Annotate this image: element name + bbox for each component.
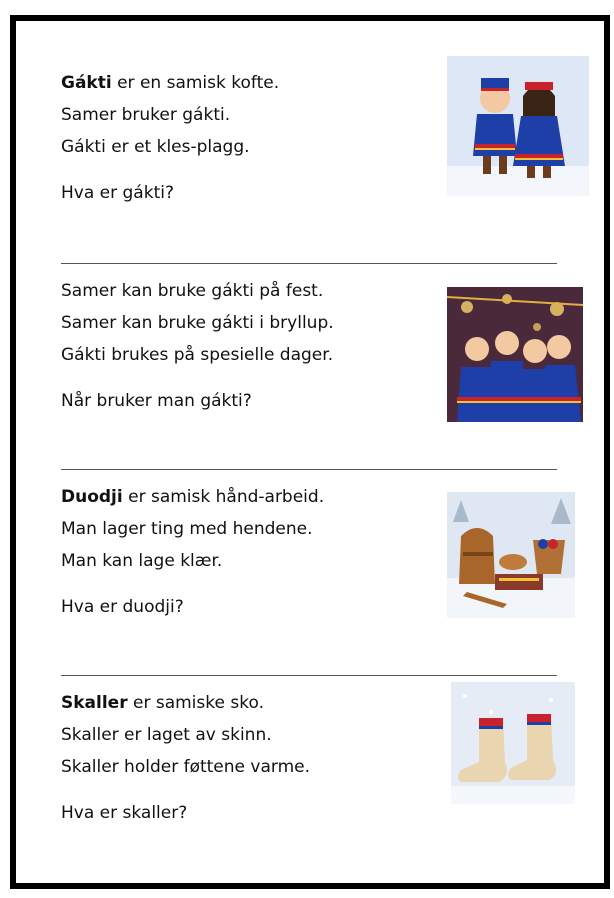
section-line-3: Man kan lage klær. [61, 551, 223, 571]
section-line-2: Skaller er laget av skinn. [61, 725, 272, 745]
line-text: er samisk hånd-arbeid. [122, 487, 325, 507]
term-gakti: Gákti [61, 73, 112, 93]
line-text: er en samisk kofte. [111, 73, 280, 93]
section-line-3: Gákti brukes på spesielle dager. [61, 345, 334, 365]
question-text: Hva er gákti? [61, 183, 174, 203]
question-text: Hva er skaller? [61, 803, 188, 823]
section-line-1 [61, 693, 264, 713]
question-text: Når bruker man gákti? [61, 391, 252, 411]
gakti-kids-image [447, 56, 589, 196]
section-divider [61, 675, 557, 676]
section-line-2: Samer bruker gákti. [61, 105, 231, 125]
section-line-3: Skaller holder føttene varme. [61, 757, 310, 777]
section-line-2: Samer kan bruke gákti i bryllup. [61, 313, 334, 333]
section-line-1: Samer kan bruke gákti på fest. [61, 281, 324, 301]
worksheet-frame [10, 15, 610, 889]
skaller-boots-image [451, 682, 575, 804]
celebration-image [447, 287, 583, 422]
section-line-1 [61, 487, 324, 507]
duodji-crafts-image [447, 492, 575, 618]
line-text: er samiske sko. [127, 693, 264, 713]
question-text: Hva er duodji? [61, 597, 184, 617]
term-duodji: Duodji [61, 487, 123, 507]
section-divider [61, 469, 557, 470]
section-line-2: Man lager ting med hendene. [61, 519, 313, 539]
term-skaller: Skaller [61, 693, 128, 713]
section-line-1 [61, 73, 279, 93]
section-divider [61, 263, 557, 264]
section-line-3: Gákti er et kles-plagg. [61, 137, 250, 157]
